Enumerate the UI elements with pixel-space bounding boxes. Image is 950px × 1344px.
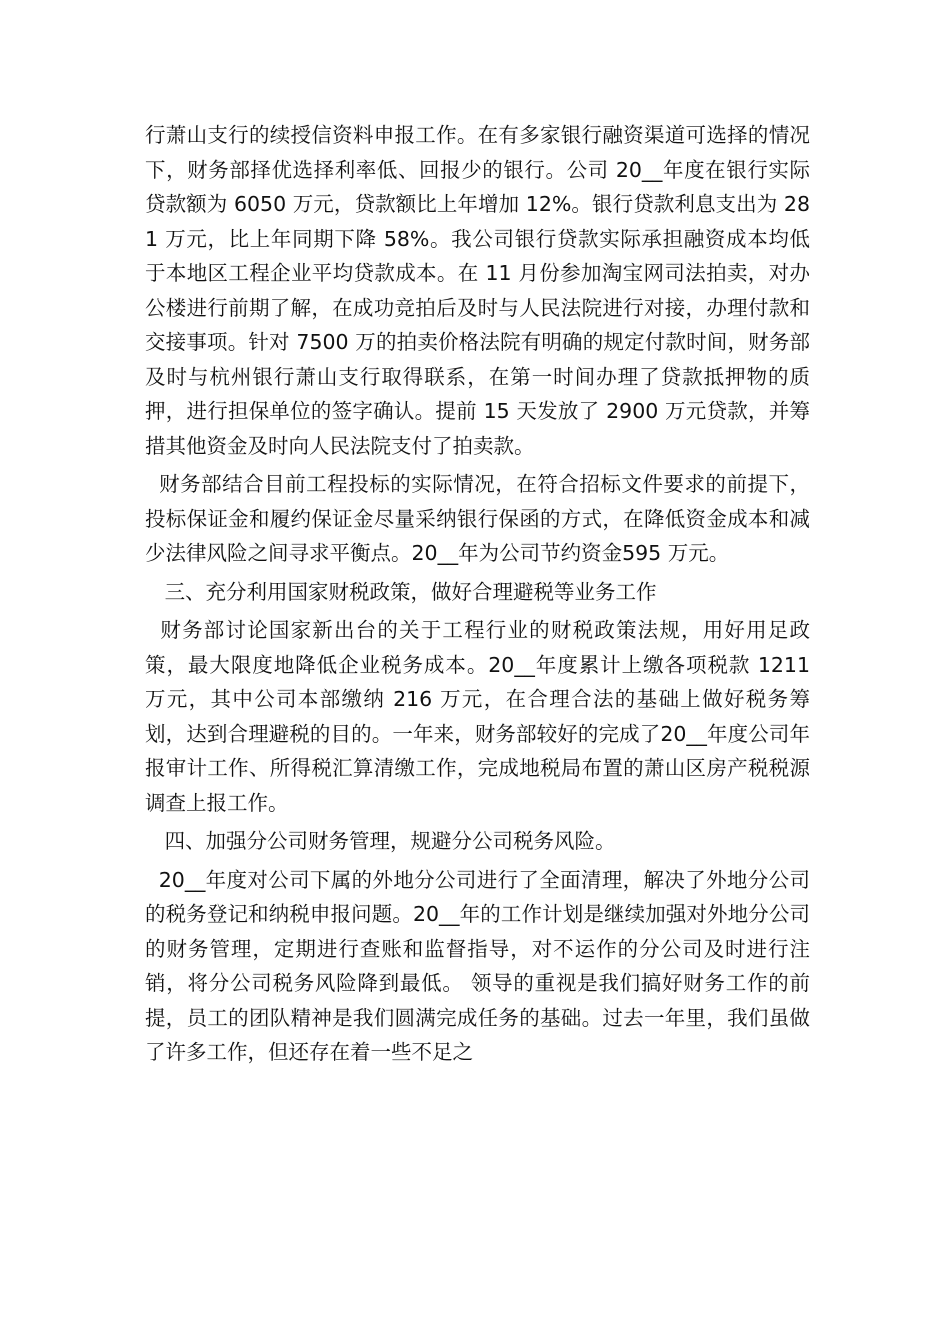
section-heading-branch-management: 四、加强分公司财务管理，规避分公司税务风险。	[145, 829, 616, 853]
paragraph-financing: 行萧山支行的续授信资料申报工作。在有多家银行融资渠道可选择的情况下，财务部择优选择利率低、回报少的银行。公司 20__年度在银行实际贷款额为 6050 万元，贷款额比上年增加 12%。银行贷款利息支出为 281 万元，比上年同期下降 58%。我公司银行贷款实际承担融资成本均低于本地区工程企业平均贷款成本。在 11 月份参加淘宝网司法拍卖，对办公楼进行前期了解，在成功竞拍后及时与人民法院进行对接，办理付款和交接事项。针对 7500 万的拍卖价格法院有明确的规定付款时间，财务部及时与杭州银行萧山支行取得联系，在第一时间办理了贷款抵押物的质押，进行担保单位的签字确认。提前 15 天发放了 2900 万元贷款，并筹措其他资金及时向人民法院支付了拍卖款。	[145, 123, 810, 458]
section-heading-tax-policy: 三、充分利用国家财税政策，做好合理避税等业务工作	[145, 579, 657, 604]
paragraph-tax-planning: 财务部讨论国家新出台的关于工程行业的财税政策法规，用好用足政策，最大限度地降低企业税务成本。20__年度累计上缴各项税款 1211 万元，其中公司本部缴纳 216 万元，在合理合法的基础上做好税务筹划，达到合理避税的目的。一年来，财务部较好的完成了20__年度公司年报审计工作、所得税汇算清缴工作，完成地税局布置的萧山区房产税税源调查上报工作。	[145, 618, 817, 815]
paragraph-bank-guarantee: 财务部结合目前工程投标的实际情况，在符合招标文件要求的前提下，投标保证金和履约保证金尽量采纳银行保函的方式，在降低资金成本和减少法律风险之间寻求平衡点。20__年为公司节约资金595 万元。	[145, 472, 810, 565]
paragraph-branch-cleanup: 20__年度对公司下属的外地分公司进行了全面清理，解决了外地分公司的税务登记和纳税申报问题。20__年的工作计划是继续加强对外地分公司的财务管理，定期进行查账和监督指导，对不运作的分公司及时进行注销，将分公司税务风险降到最低。 领导的重视是我们搞好财务工作的前提，员工的团队精神是我们圆满完成任务的基础。过去一年里，我们虽做了许多工作，但还存在着一些不足之	[145, 867, 810, 1064]
document-body	[145, 118, 817, 1074]
